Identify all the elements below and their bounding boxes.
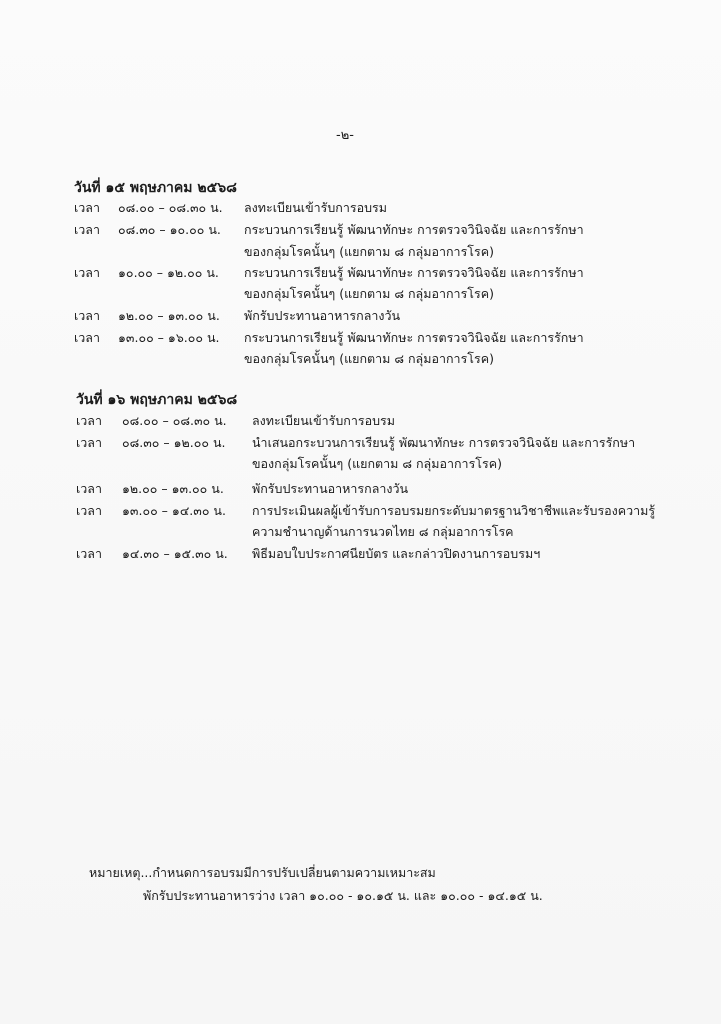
- day-title: วันที่ ๑๕ พฤษภาคม ๒๕๖๘: [74, 180, 237, 196]
- time-range: ๑๔.๓๐ – ๑๕.๓๐ น.: [122, 546, 228, 561]
- activity-text: พักรับประทานอาหารกลางวัน: [244, 308, 401, 323]
- time-range: ๐๘.๓๐ – ๑๒.๐๐ น.: [122, 435, 226, 450]
- page-number: -๒-: [336, 128, 354, 143]
- time-label: เวลา: [76, 503, 102, 518]
- time-range: ๐๘.๐๐ – ๐๘.๓๐ น.: [118, 200, 223, 215]
- activity-text: ของกลุ่มโรคนั้นๆ (แยกตาม ๘ กลุ่มอาการโรค): [244, 351, 494, 366]
- activity-text: การประเมินผลผู้เข้ารับการอบรมยกระดับมาตรฐานวิชาชีพและรับรองความรู้: [252, 503, 656, 518]
- activity-text: นำเสนอกระบวนการเรียนรู้ พัฒนาทักษะ การตรวจวินิจฉัย และการรักษา: [252, 435, 636, 450]
- time-range: ๐๘.๓๐ – ๑๐.๐๐ น.: [118, 222, 221, 237]
- time-label: เวลา: [74, 330, 100, 345]
- activity-text: ของกลุ่มโรคนั้นๆ (แยกตาม ๘ กลุ่มอาการโรค): [252, 456, 502, 471]
- activity-text: ของกลุ่มโรคนั้นๆ (แยกตาม ๘ กลุ่มอาการโรค): [244, 286, 494, 301]
- time-range: ๑๒.๐๐ – ๑๓.๐๐ น.: [118, 308, 220, 323]
- time-label: เวลา: [74, 265, 100, 280]
- time-label: เวลา: [74, 308, 100, 323]
- time-range: ๐๘.๐๐ – ๐๘.๓๐ น.: [122, 413, 227, 428]
- time-label: เวลา: [76, 481, 102, 496]
- activity-text: พักรับประทานอาหารกลางวัน: [252, 481, 409, 496]
- day-title: วันที่ ๑๖ พฤษภาคม ๒๕๖๘: [76, 392, 238, 408]
- time-label: เวลา: [74, 222, 100, 237]
- time-range: ๑๓.๐๐ – ๑๖.๐๐ น.: [118, 330, 220, 345]
- time-label: เวลา: [76, 435, 102, 450]
- activity-text: กระบวนการเรียนรู้ พัฒนาทักษะ การตรวจวินิจฉัย และการรักษา: [244, 265, 584, 280]
- activity-text: กระบวนการเรียนรู้ พัฒนาทักษะ การตรวจวินิจฉัย และการรักษา: [244, 222, 584, 237]
- time-label: เวลา: [76, 546, 102, 561]
- time-range: ๑๐.๐๐ – ๑๒.๐๐ น.: [118, 265, 219, 280]
- activity-text: กระบวนการเรียนรู้ พัฒนาทักษะ การตรวจวินิจฉัย และการรักษา: [244, 330, 584, 345]
- note-line-1: หมายเหตุ...กำหนดการอบรมมีการปรับเปลี่ยนตามความเหมาะสม: [89, 865, 436, 880]
- activity-text: ลงทะเบียนเข้ารับการอบรม: [252, 413, 395, 428]
- time-label: เวลา: [74, 200, 100, 215]
- time-label: เวลา: [76, 413, 102, 428]
- time-range: ๑๓.๐๐ – ๑๔.๓๐ น.: [122, 503, 226, 518]
- activity-text: ความชำนาญด้านการนวดไทย ๘ กลุ่มอาการโรค: [252, 524, 514, 539]
- note-line-2: พักรับประทานอาหารว่าง เวลา ๑๐.๐๐ - ๑๐.๑๕ น. และ ๑๐.๐๐ - ๑๔.๑๕ น.: [143, 888, 543, 903]
- activity-text: ของกลุ่มโรคนั้นๆ (แยกตาม ๘ กลุ่มอาการโรค): [244, 244, 494, 259]
- time-range: ๑๒.๐๐ – ๑๓.๐๐ น.: [122, 481, 224, 496]
- activity-text: พิธีมอบใบประกาศนียบัตร และกล่าวปิดงานการอบรมฯ: [252, 546, 541, 561]
- activity-text: ลงทะเบียนเข้ารับการอบรม: [244, 200, 387, 215]
